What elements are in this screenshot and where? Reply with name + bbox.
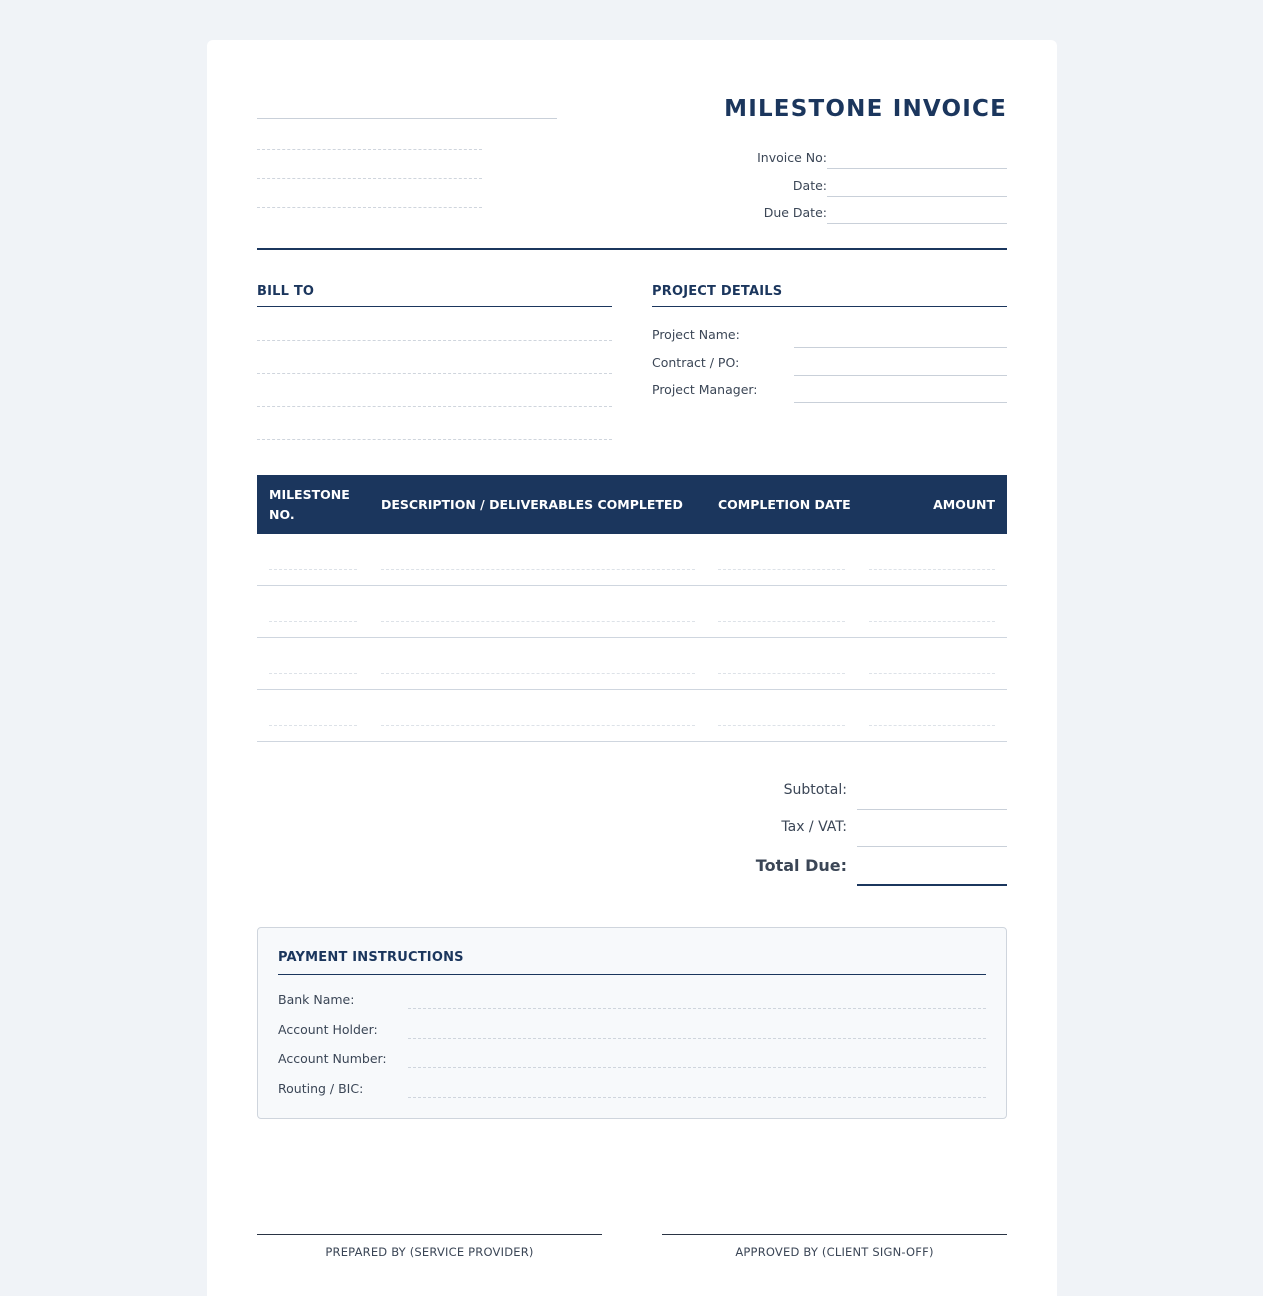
payment-instructions-box (257, 927, 1007, 1119)
company-name-field[interactable] (257, 118, 557, 119)
prepared-by-label: PREPARED BY (SERVICE PROVIDER) (325, 1245, 534, 1259)
bill-to-line-4[interactable] (257, 439, 612, 440)
invoice-title: MILESTONE INVOICE (724, 96, 1007, 122)
project-manager-label: Project Manager: (652, 382, 758, 397)
invoice-number-label: Invoice No: (757, 150, 827, 165)
bill-to-line-3[interactable] (257, 406, 612, 407)
tax-label: Tax / VAT: (781, 819, 847, 835)
project-details-title: PROJECT DETAILS (652, 284, 783, 299)
total-due-label: Total Due: (755, 856, 847, 875)
milestone-no-cell[interactable] (269, 673, 357, 674)
col-completion-date: COMPLETION DATE (718, 497, 851, 512)
col-milestone-no (269, 485, 350, 525)
company-address-line-1[interactable] (257, 149, 482, 150)
company-address-line-3[interactable] (257, 207, 482, 208)
project-name-field[interactable] (794, 347, 1007, 348)
company-address-line-2[interactable] (257, 178, 482, 179)
completion-date-cell[interactable] (718, 621, 845, 622)
project-details-rule (652, 306, 1007, 307)
row-divider (257, 689, 1007, 690)
description-cell[interactable] (381, 621, 695, 622)
row-divider (257, 585, 1007, 586)
bill-to-line-1[interactable] (257, 340, 612, 341)
amount-cell[interactable] (869, 569, 995, 570)
invoice-sheet (207, 40, 1057, 1296)
milestone-no-cell[interactable] (269, 725, 357, 726)
due-date-row (757, 200, 1007, 224)
account-number-field[interactable] (408, 1067, 986, 1068)
project-manager-field[interactable] (794, 402, 1007, 403)
project-name-label: Project Name: (652, 327, 740, 342)
approved-by-signature-line[interactable] (662, 1234, 1007, 1235)
description-cell[interactable] (381, 569, 695, 570)
contract-po-label: Contract / PO: (652, 355, 740, 370)
account-holder-field[interactable] (408, 1038, 986, 1039)
due-date-field[interactable] (827, 223, 1007, 224)
row-divider (257, 741, 1007, 742)
amount-cell[interactable] (869, 621, 995, 622)
col-amount: AMOUNT (933, 497, 995, 512)
contract-po-field[interactable] (794, 375, 1007, 376)
description-cell[interactable] (381, 673, 695, 674)
prepared-by-signature-line[interactable] (257, 1234, 602, 1235)
date-label: Date: (792, 178, 827, 193)
bill-to-rule (257, 306, 612, 307)
bill-to-title: BILL TO (257, 284, 315, 299)
row-divider (257, 637, 1007, 638)
bank-name-label: Bank Name: (278, 992, 355, 1007)
col-milestone-no-line1: MILESTONE (269, 487, 350, 502)
amount-cell[interactable] (869, 673, 995, 674)
payment-instructions-title: PAYMENT INSTRUCTIONS (278, 950, 464, 965)
completion-date-cell[interactable] (718, 725, 845, 726)
total-due-field[interactable] (857, 884, 1007, 886)
invoice-number-field[interactable] (827, 168, 1007, 169)
col-description: DESCRIPTION / DELIVERABLES COMPLETED (381, 497, 683, 512)
routing-bic-label: Routing / BIC: (278, 1081, 364, 1096)
header-divider (257, 248, 1007, 250)
payment-instructions-rule (278, 974, 986, 975)
subtotal-field[interactable] (857, 809, 1007, 810)
date-row (757, 173, 1007, 197)
col-milestone-no-line2: NO. (269, 507, 295, 522)
tax-field[interactable] (857, 846, 1007, 847)
milestone-no-cell[interactable] (269, 621, 357, 622)
bill-to-line-2[interactable] (257, 373, 612, 374)
description-cell[interactable] (381, 725, 695, 726)
amount-cell[interactable] (869, 725, 995, 726)
milestone-no-cell[interactable] (269, 569, 357, 570)
date-field[interactable] (827, 196, 1007, 197)
milestone-table-header (257, 475, 1007, 534)
subtotal-label: Subtotal: (783, 782, 847, 798)
approved-by-label: APPROVED BY (CLIENT SIGN-OFF) (735, 1245, 934, 1259)
invoice-number-row (757, 145, 1007, 169)
completion-date-cell[interactable] (718, 673, 845, 674)
completion-date-cell[interactable] (718, 569, 845, 570)
bank-name-field[interactable] (408, 1008, 986, 1009)
account-number-label: Account Number: (278, 1051, 387, 1066)
due-date-label: Due Date: (763, 205, 827, 220)
routing-bic-field[interactable] (408, 1097, 986, 1098)
account-holder-label: Account Holder: (278, 1022, 378, 1037)
